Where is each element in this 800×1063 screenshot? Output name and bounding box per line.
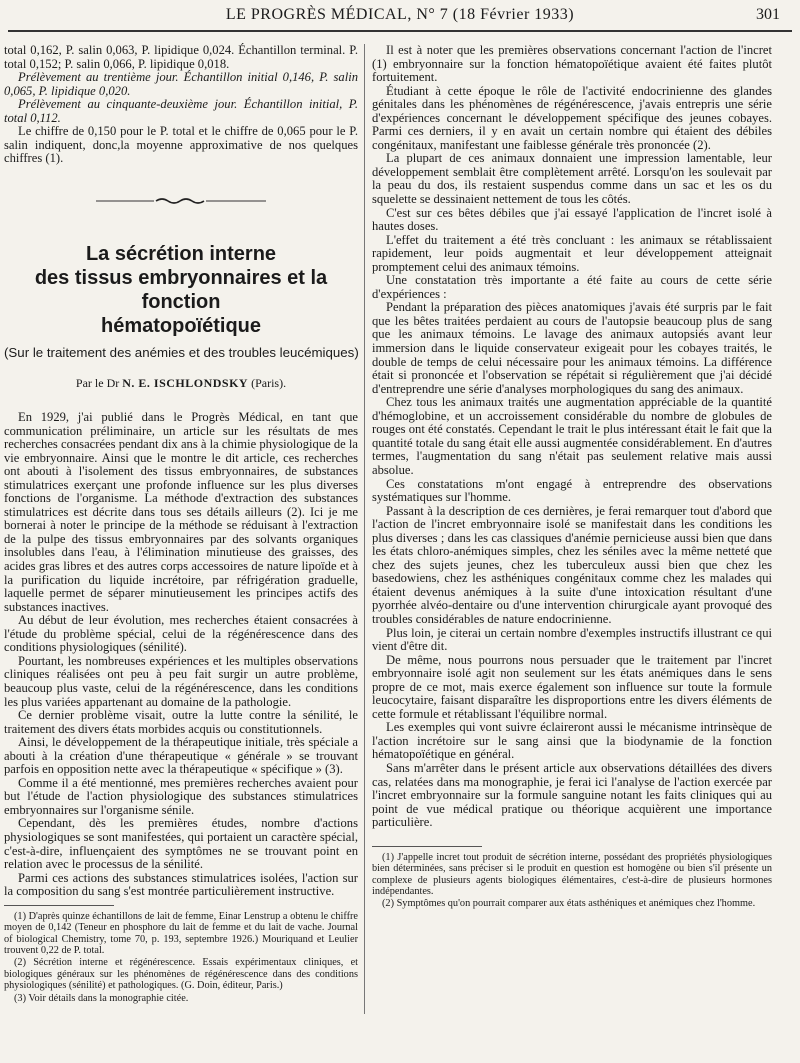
byline-suffix: (Paris). [251,376,287,391]
body-paragraph: Étudiant à cette époque le rôle de l'activité endocrinienne des glandes génitales dans les phénomènes de régénérescence, j'avais entrepris une série d'expériences concernant le développement spécifique des jeunes cobayes. Parmi ces derniers, il y en avait un certain nombre qui étaient des débiles congénitaux, manifestant une faiblesse générale très prononcée (2). [372,83,772,152]
body-paragraph: Passant à la description de ces dernières, je ferai remarquer tout d'abord que l'action de l'incret embryonnaire isolé se manifestait dans les conditions les plus diverses ; dans les cas classiques d'anémie pernicieuse aussi bien que dans les états chloro-anémiques simples, chez les séniles avec la même netteté que chez des sujets jeunes, chez les tuberculeux aussi bien que chez les basedowiens, chez les asthéniques congénitaux comme chez les malades qui étaient devenus anémiques à la suite d'une intoxication résultant d'une pyorrhée alvéo-dentaire ou d'une intervention chirurgicale ayant provoqué des troubles considérables de nature endocrinienne. [372,503,772,626]
left-footnotes [4,911,358,1004]
left-top-paragraph: total 0,162, P. salin 0,063, P. lipidique 0,024. Échantillon terminal. P. total 0,152; P. salin 0,066, P. lipidique 0,018. [4,43,358,71]
body-paragraph: Cependant, dès les premières études, nombre d'actions physiologiques se sont manifestées, qui portaient un caractère spécial, c'est-à-dire, influençaient des symptômes ne se trouvant point en relation avec le processus de la sénilité. [4,816,358,872]
left-top-paragraph: Prélèvement au cinquante-deuxième jour. Échantillon initial, P. total 0,112. [4,97,358,125]
article-title [4,242,358,338]
body-paragraph: La plupart de ces animaux donnaient une impression lamentable, leur développement semblait être complètement arrêté. Lorsqu'on les soulevait par la peau du dos, ils restaient suspendus comme dans un sac et les os du squelette se dessinaient nettement de tous les côtés. [372,151,772,207]
body-paragraph: Comme il a été mentionné, mes premières recherches avaient pour but l'étude de l'action physiologique des substances stimulatrices embryonnaires sur l'organisme sénile. [4,775,358,817]
body-paragraph: Pourtant, les nombreuses expériences et les multiples observations cliniques réalisées ont peu à peu fait surgir un autre problème, beaucoup plus vaste, celui de la régénérescence, dans les conditions les plus variées appartenant au domaine de la pathologie. [4,653,358,709]
section-ornament [4,196,358,206]
body-paragraph: Pendant la préparation des pièces anatomiques j'avais été surpris par le fait que les bêtes traitées perdaient au cours de l'autopsie beaucoup plus de sang que les animaux témoins. Le lavage des animaux autopsiés avant leur immersion dans le liquide conservateur exigeait pour les cobayes traités, le double de temps de celui nécessaire pour les animaux témoins. La différence était si prononcée et l'observation se répétait si régulièrement que j'ai décidé d'entreprendre une série d'analyses morphologiques du sang des animaux. [372,300,772,396]
body-paragraph: C'est sur ces bêtes débiles que j'ai essayé l'application de l'incret isolé à hautes doses. [372,205,772,234]
body-paragraph: Sans m'arrêter dans le présent article aux observations détaillées des divers cas, relatées dans ma monographie, je ferai ici l'analyse de l'action exercée par l'incret embryonnaire sur la formule sanguine notant les faits cliniques qui au point de vue médical pratique ou théorique acquièrent une importance particulière. [372,760,772,830]
footnote: (1) D'après quinze échantillons de lait de femme, Einar Lenstrup a obtenu le chiffre moyen de 0,142 (Teneur en phosphore du lait de femme et du lait de vache. Journal of biological Chemistry, tome 70, p. 193, septembre 1926.) Mouriquand et Leulier trouvent 0,22 de P. total. [4,910,358,956]
journal-title: LE PROGRÈS MÉDICAL, N° 7 (18 Février 1933) [225,6,575,23]
right-footnotes [372,852,772,910]
body-paragraph: Ces constatations m'ont engagé à entreprendre des observations systématiques sur l'homme. [372,476,772,505]
body-paragraph: Plus loin, je citerai un certain nombre d'exemples instructifs illustrant ce qui vient d'être dit. [372,625,772,654]
body-paragraph: L'effet du traitement a été très concluant : les animaux se rétablissaient rapidement, leur poids augmentait et leur développement atteignait promptement celui des animaux témoins. [372,232,772,274]
left-top-paragraph: Prélèvement au trentième jour. Échantillon initial 0,146, P. salin 0,065, P. lipidique 0,020. [4,70,358,98]
body-paragraph: Au début de leur évolution, mes recherches étaient consacrées à l'étude du problème spécial, celui de la régénérescence dans des conditions physiologiques (sénilité). [4,613,358,655]
footnote: (2) Sécrétion interne et régénérescence. Essais expérimentaux cliniques, et biologiques généraux sur les phénomènes de régénérescence dans des conditions physiologiques (sénilité) et pathologiques. (G. Doin, éditeur, Paris.) [4,957,358,992]
article-title-line: La sécrétion interne [85,242,277,265]
body-paragraph: Ainsi, le développement de la thérapeutique initiale, très spéciale a abouti à la création d'une thérapeutique « générale » se trouvant parfois en opposition nette avec la thérapeutique « spécifique » (3). [4,735,358,777]
body-paragraph: De même, nous pourrons nous persuader que le traitement par l'incret embryonnaire isolé agit non seulement sur les états anémiques dans le sens propre de ce mot, mais exerce également son influence sur toute la formule leucocytaire, faisant disparaître les disproportions entre les divers éléments de cette formule et rétablissant l'équilibre normal. [372,652,772,721]
article-byline [4,377,358,391]
footnote-rule [4,905,114,906]
article-subtitle: (Sur le traitement des anémies et des troubles leucémiques) [4,344,359,360]
body-paragraph: En 1929, j'ai publié dans le Progrès Médical, en tant que communication préliminaire, un article sur les résultats de mes recherches consacrées pendant dix ans à la chimie physiologique de la vie embryonnaire. Ainsi que le montre le dit article, ces recherches ont abouti à l'isolement des tissus embryonnaires, de substances stimulatrices exerçant une profonde influence sur les plus diverses fonctions de l'organisme. La méthode d'extraction des substances stimulatrices est décrite dans tous ses détails ailleurs (2). Ici je me bornerai à noter le principe de la méthode se réduisant à l'extraction de la pulpe des tissus embryonnaires par des solvants organiques insolubles dans l'eau, à l'élimination minutieuse des graisses, des acides gras libres et des autres corps accessoires de nature lipoïde et à la purification du liquide incrétoire, par réfrigération graduelle, laquelle permet de séparer minutieusement les principes actifs des substances inactives. [4,410,358,614]
header-rule [8,30,792,32]
footnote: (3) Voir détails dans la monographie citée. [14,992,189,1004]
body-paragraph: Une constatation très importante a été faite au cours de cette série d'expériences : [372,273,772,301]
right-column [372,44,772,911]
body-paragraph: Chez tous les animaux traités une augmentation appréciable de la quantité d'hémoglobine, et un accroissement considérable du nombre de globules de rouges ont été constatés. Cependant le trait le plus intéressant était le fait que la quantité totale du sang était elle aussi augmentée considérablement. En d'autres termes, l'augmentation du sang n'était pas seulement relative mais aussi absolue. [372,395,772,477]
column-divider [364,44,365,1014]
body-paragraph: Il est à noter que les premières observations concernant l'action de l'incret (1) embryonnaire sur la fonction hématopoïétique avaient été faites plutôt fortuitement. [372,43,772,85]
author-name: N. E. ISCHLONDSKY [122,376,249,391]
body-paragraph: Les exemples qui vont suivre éclaireront aussi le mécanisme intrinsèque de l'action incrétoire sur le sang ainsi que la biodynamie de la fonction hématopoïétique en général. [372,720,772,762]
footnote: (2) Symptômes qu'on pourrait comparer aux états asthéniques et anémiques chez l'homme. [382,898,756,910]
ornament-rule-icon [96,197,266,205]
left-top-paragraph: Le chiffre de 0,150 pour le P. total et le chiffre de 0,065 pour le P. salin indiquent, donc,la moyenne approximative de nos quelques chiffres (1). [4,124,358,166]
footnote-rule [372,846,482,847]
byline-prefix: Par le Dr [75,376,120,391]
footnote-gap [372,830,772,840]
footnote: (1) J'appelle incret tout produit de sécrétion interne, possédant des propriétés physiologiques bien déterminées, sans préciser si le produit en question est homogène ou bien s'il présente un complexe de plusieurs agents biologiques élémentaires, c'est-à-dire de plusieurs hormones indépendantes. [372,851,772,897]
body-paragraph: Parmi ces actions des substances stimulatrices isolées, l'action sur la composition du sang s'est montrée particulièrement instructive. [4,870,358,899]
running-header [10,6,790,28]
article-title-line: des tissus embryonnaires et la fonction [34,266,328,313]
article-title-line: hématopoïétique [100,314,261,337]
body-paragraph: Ce dernier problème visait, outre la lutte contre la sénilité, le traitement des divers états morbides acquis ou constitutionnels. [4,708,358,736]
page-number: 301 [756,6,780,23]
left-column [4,44,358,1005]
